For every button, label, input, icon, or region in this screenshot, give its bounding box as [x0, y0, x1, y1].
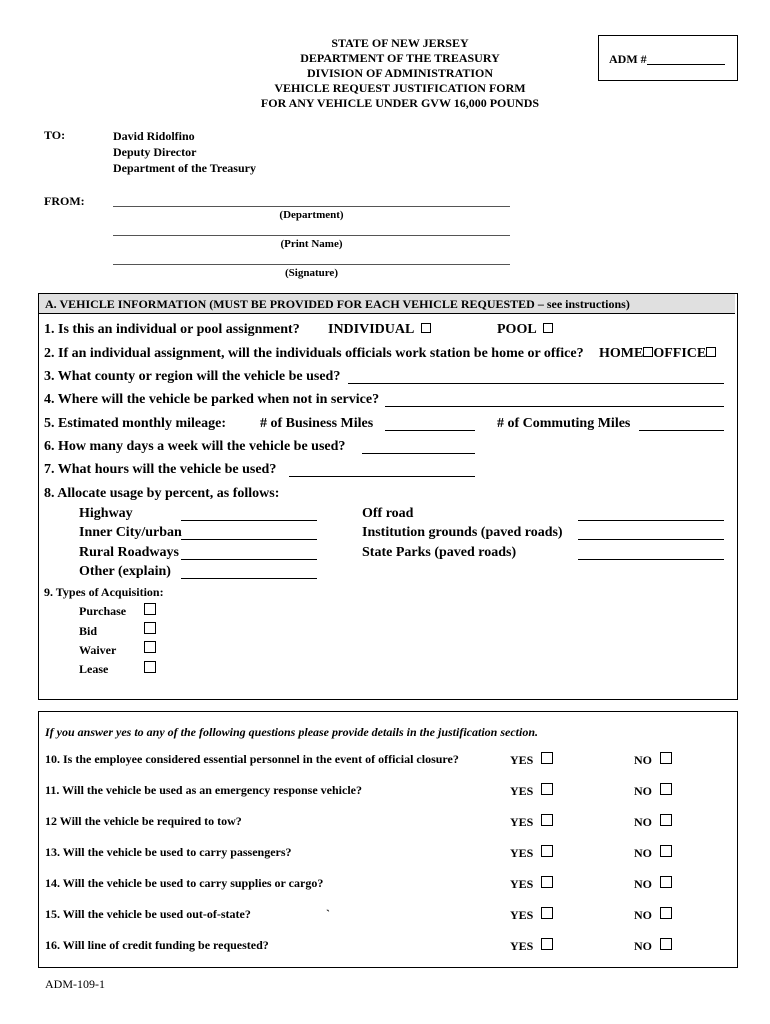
q12-yes-checkbox[interactable]	[541, 814, 553, 826]
to-name: David Ridolfino	[113, 129, 195, 143]
q11-text: 11. Will the vehicle be used as an emergency response vehicle?	[45, 783, 362, 797]
q13-yes-checkbox[interactable]	[541, 845, 553, 857]
q15-yes-label: YES	[510, 908, 534, 922]
q5-commuting-label: # of Commuting Miles	[497, 416, 631, 431]
q10-yes-label: YES	[510, 753, 534, 767]
section-b-box	[38, 711, 738, 968]
to-recipient	[113, 128, 256, 176]
form-header	[200, 36, 600, 111]
q11-no-checkbox[interactable]	[660, 783, 672, 795]
section-a-title: A. VEHICLE INFORMATION (MUST BE PROVIDED FOR EACH VEHICLE REQUESTED – see instructions)	[45, 297, 630, 311]
q14-yes-checkbox[interactable]	[541, 876, 553, 888]
q16-yes-option	[510, 938, 553, 954]
q15-no-label: NO	[634, 908, 652, 922]
q8-institution-field[interactable]	[578, 539, 724, 540]
q8-inner-city-label: Inner City/urban	[79, 525, 182, 540]
q12-no-option	[634, 814, 672, 830]
q8-rural-field[interactable]	[181, 559, 317, 560]
q8-offroad-field[interactable]	[578, 520, 724, 521]
adm-number-field[interactable]	[647, 64, 725, 65]
q9-lease-checkbox[interactable]	[144, 661, 156, 673]
q2-home-label: HOME	[599, 346, 644, 361]
q16-text: 16. Will line of credit funding be requested?	[45, 938, 269, 952]
q1-pool-label: POOL	[497, 322, 536, 337]
q8-other-field[interactable]	[181, 578, 317, 579]
q9-waiver-label: Waiver	[79, 643, 117, 657]
q10-text: 10. Is the employee considered essential personnel in the event of official closure?	[45, 752, 459, 766]
q5-business-field[interactable]	[385, 430, 475, 431]
q1-individual-label: INDIVIDUAL	[328, 322, 414, 337]
from-signature-field[interactable]	[113, 264, 510, 265]
q1-pool-checkbox[interactable]	[543, 323, 553, 333]
q10-yes-option	[510, 752, 553, 768]
q2-office-label: OFFICE	[653, 346, 707, 361]
q11-no-label: NO	[634, 784, 652, 798]
from-print-name-caption: (Print Name)	[280, 238, 343, 250]
q15-no-option	[634, 907, 672, 923]
q10-no-option	[634, 752, 672, 768]
q7-answer-field[interactable]	[289, 476, 475, 477]
q16-no-option	[634, 938, 672, 954]
from-signature-caption: (Signature)	[285, 267, 338, 279]
q12-text: 12 Will the vehicle be required to tow?	[45, 814, 242, 828]
q8-rural-label: Rural Roadways	[79, 545, 179, 560]
q8-state-parks-field[interactable]	[578, 559, 724, 560]
q13-no-label: NO	[634, 846, 652, 860]
q9-bid-label: Bid	[79, 624, 98, 638]
header-subtitle: FOR ANY VEHICLE UNDER GVW 16,000 POUNDS	[260, 96, 540, 110]
q16-no-checkbox[interactable]	[660, 938, 672, 950]
q16-yes-checkbox[interactable]	[541, 938, 553, 950]
q6-text: 6. How many days a week will the vehicle be used?	[44, 439, 346, 454]
q8-offroad-label: Off road	[362, 506, 414, 521]
q1-individual-checkbox[interactable]	[421, 323, 431, 333]
q16-yes-label: YES	[510, 939, 534, 953]
adm-number-box	[598, 35, 738, 81]
to-label: TO:	[44, 128, 66, 142]
q2-home-checkbox[interactable]	[643, 347, 653, 357]
q5-text: 5. Estimated monthly mileage:	[44, 416, 226, 431]
q4-answer-field[interactable]	[385, 406, 724, 407]
q12-yes-label: YES	[510, 815, 534, 829]
q9-lease-label: Lease	[79, 662, 109, 676]
q9-purchase-checkbox[interactable]	[144, 603, 156, 615]
q15-no-checkbox[interactable]	[660, 907, 672, 919]
q10-yes-checkbox[interactable]	[541, 752, 553, 764]
q8-text: 8. Allocate usage by percent, as follows:	[44, 486, 280, 501]
q16-no-label: NO	[634, 939, 652, 953]
q11-no-option	[634, 783, 672, 799]
q9-waiver-checkbox[interactable]	[144, 641, 156, 653]
q2-office-checkbox[interactable]	[706, 347, 716, 357]
q11-yes-label: YES	[510, 784, 534, 798]
header-department: DEPARTMENT OF THE TREASURY	[300, 51, 500, 65]
q6-answer-field[interactable]	[362, 453, 475, 454]
q5-commuting-field[interactable]	[639, 430, 724, 431]
q10-no-label: NO	[634, 753, 652, 767]
q8-state-parks-label: State Parks (paved roads)	[362, 545, 517, 560]
q13-no-checkbox[interactable]	[660, 845, 672, 857]
q12-yes-option	[510, 814, 553, 830]
q3-text: 3. What county or region will the vehicle be used?	[44, 369, 341, 384]
header-form-title: VEHICLE REQUEST JUSTIFICATION FORM	[274, 81, 526, 95]
q10-no-checkbox[interactable]	[660, 752, 672, 764]
q14-text: 14. Will the vehicle be used to carry supplies or cargo?	[45, 876, 324, 890]
q2-text: 2. If an individual assignment, will the individuals officials work station be home or office?	[44, 346, 584, 361]
to-department: Department of the Treasury	[113, 161, 256, 175]
header-state: STATE OF NEW JERSEY	[331, 36, 469, 50]
from-department-field[interactable]	[113, 206, 510, 207]
q8-highway-label: Highway	[79, 506, 133, 521]
q11-yes-option	[510, 783, 553, 799]
q8-institution-label: Institution grounds (paved roads)	[362, 525, 563, 540]
q15-text: 15. Will the vehicle be used out-of-state?	[45, 907, 251, 921]
q9-text: 9. Types of Acquisition:	[44, 585, 164, 599]
q14-yes-label: YES	[510, 877, 534, 891]
q14-no-option	[634, 876, 672, 892]
q7-text: 7. What hours will the vehicle be used?	[44, 462, 277, 477]
q8-highway-field[interactable]	[181, 520, 317, 521]
q2-options	[599, 346, 716, 362]
q11-yes-checkbox[interactable]	[541, 783, 553, 795]
q13-yes-label: YES	[510, 846, 534, 860]
q15-yes-option	[510, 907, 553, 923]
q9-bid-checkbox[interactable]	[144, 622, 156, 634]
q14-no-checkbox[interactable]	[660, 876, 672, 888]
q12-no-label: NO	[634, 815, 652, 829]
q13-text: 13. Will the vehicle be used to carry passengers?	[45, 845, 292, 859]
q1-pool-option	[497, 322, 553, 338]
section-b-instruction: If you answer yes to any of the following questions please provide details in the justification section.	[45, 725, 539, 739]
adm-number-label: ADM #	[609, 52, 647, 66]
q13-yes-option	[510, 845, 553, 861]
q8-inner-city-field[interactable]	[181, 539, 317, 540]
section-a-title-bar	[39, 294, 735, 314]
from-label: FROM:	[44, 194, 85, 208]
q13-no-option	[634, 845, 672, 861]
q15-stray-mark: `	[326, 907, 330, 921]
q1-text: 1. Is this an individual or pool assignment?	[44, 322, 300, 337]
q8-other-label: Other (explain)	[79, 564, 171, 579]
q5-business-label: # of Business Miles	[260, 416, 374, 431]
to-title: Deputy Director	[113, 145, 197, 159]
q12-no-checkbox[interactable]	[660, 814, 672, 826]
from-department-caption: (Department)	[279, 209, 344, 221]
q14-no-label: NO	[634, 877, 652, 891]
q15-yes-checkbox[interactable]	[541, 907, 553, 919]
q1-individual-option	[328, 322, 431, 338]
header-division: DIVISION OF ADMINISTRATION	[306, 66, 494, 80]
q14-yes-option	[510, 876, 553, 892]
from-print-name-field[interactable]	[113, 235, 510, 236]
q9-purchase-label: Purchase	[79, 604, 127, 618]
q3-answer-field[interactable]	[348, 383, 724, 384]
form-id: ADM-109-1	[45, 977, 105, 991]
q4-text: 4. Where will the vehicle be parked when not in service?	[44, 392, 380, 407]
